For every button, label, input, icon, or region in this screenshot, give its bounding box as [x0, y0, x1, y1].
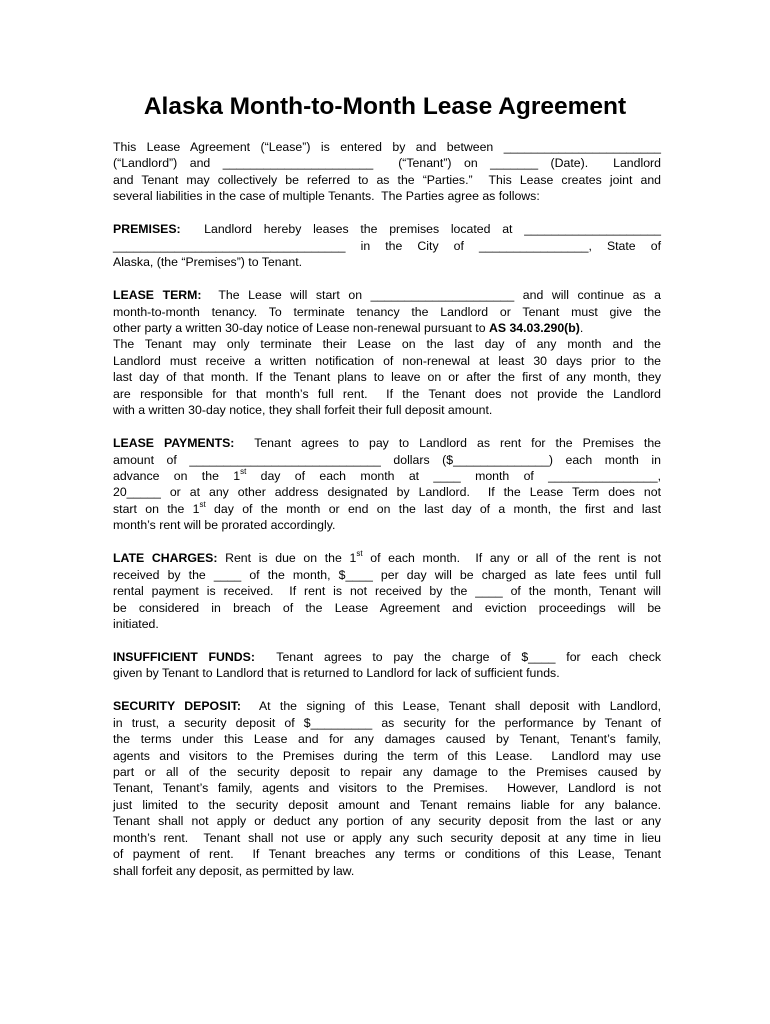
lease-term-line [113, 320, 661, 336]
security-deposit-line: Tenant, Tenant’s family, agents and visitors to the Premises. However, Landlord is not [113, 781, 661, 796]
intro-line: and Tenant may collectively be referred to as the “Parties.” This Lease creates joint and [113, 172, 661, 187]
document-title: Alaska Month-to-Month Lease Agreement [143, 93, 627, 120]
security-deposit-line: part or all of the security deposit to repair any damage to the Premises caused by [113, 765, 661, 779]
intro-line: several liabilities in the case of multiple Tenants. The Parties agree as follows: [113, 189, 540, 204]
security-deposit-heading: SECURITY DEPOSIT: [113, 699, 241, 714]
ordinal-suffix: st [199, 499, 206, 509]
premises-line [113, 221, 661, 237]
lease-term-line: The Tenant may only terminate their Lease on the last day of any month and the [113, 337, 661, 352]
lease-term-heading: LEASE TERM: [113, 288, 202, 303]
intro-line: This Lease Agreement (“Lease”) is entered by and between _______________________ [113, 140, 661, 154]
security-deposit-line: agents and visitors to the Premises during the term of this Lease. Landlord may use [113, 748, 661, 763]
premises-section [113, 221, 661, 270]
lease-payments-text: day of each month at ____ month of ________________, [246, 468, 662, 483]
lease-payments-line [113, 501, 661, 517]
insufficient-funds-line [113, 649, 661, 665]
late-charges-heading: LATE CHARGES: [113, 551, 218, 566]
ordinal-suffix: st [356, 549, 363, 559]
lease-term-line [113, 287, 661, 303]
security-deposit-line: of payment of rent. If Tenant breaches any terms or conditions of this Lease, Tenant [113, 847, 661, 862]
lease-payments-line: 20_____ or at any other address designated by Landlord. If the Lease Term does not [113, 485, 661, 500]
security-deposit-line: the terms under this Lease and for any damages caused by Tenant, Tenant’s family, [113, 732, 661, 747]
intro-paragraph [113, 139, 661, 205]
insufficient-funds-text: Tenant agrees to pay the charge of $____ for each check [254, 649, 661, 664]
lease-payments-text: start on the 1 [113, 501, 200, 516]
lease-payments-line [113, 468, 661, 484]
late-charges-text: of each month. If any or all of the rent is not [362, 551, 661, 566]
late-charges-text: Rent is due on the 1 [217, 551, 357, 566]
insufficient-funds-heading: INSUFFICIENT FUNDS: [113, 649, 255, 664]
intro-line: (“Landlord”) and ______________________ (“Tenant”) on _______ (Date). Landlord [113, 156, 661, 171]
insufficient-funds-line: given by Tenant to Landlord that is returned to Landlord for lack of sufficient funds. [113, 666, 560, 681]
lease-term-line: with a written 30-day notice, they shall forfeit their full deposit amount. [113, 403, 493, 418]
late-charges-section [113, 550, 661, 632]
insufficient-funds-section [113, 649, 661, 682]
late-charges-line: received by the ____ of the month, $____ per day will be charged as late fees until full [113, 567, 661, 582]
premises-line: __________________________________ in the City of ________________, State of [113, 238, 661, 253]
document-body [113, 139, 661, 896]
security-deposit-line: in trust, a security deposit of $_________ as security for the performance by Tenant of [113, 715, 661, 730]
lease-payments-heading: LEASE PAYMENTS: [113, 436, 235, 451]
lease-payments-text: advance on the 1 [113, 468, 241, 483]
lease-payments-line: amount of ____________________________ dollars ($______________) each month in [113, 452, 661, 467]
lease-payments-line [113, 435, 661, 451]
security-deposit-line: Tenant shall not apply or deduct any portion of any security deposit from the last or any [113, 814, 661, 829]
security-deposit-section [113, 698, 661, 879]
premises-heading: PREMISES: [113, 222, 181, 237]
late-charges-line: initiated. [113, 616, 159, 631]
lease-term-line: last day of that month. If the Tenant plans to leave on or after the first of any month, they [113, 370, 661, 385]
lease-term-line: month-to-month tenancy. To terminate tenancy the Landlord or Tenant must give the [113, 304, 661, 319]
lease-term-section [113, 287, 661, 419]
late-charges-line: rental payment is received. If rent is not received by the ____ of the month, Tenant will [113, 584, 661, 599]
premises-line: Alaska, (the “Premises”) to Tenant. [113, 255, 303, 270]
security-deposit-line: month’s rent. Tenant shall not use or apply any such security deposit at any time in lieu [113, 830, 661, 845]
security-deposit-line: shall forfeit any deposit, as permitted by law. [113, 863, 355, 878]
lease-payments-text: Tenant agrees to pay to Landlord as rent for the Premises the [234, 436, 661, 451]
security-deposit-line [113, 698, 661, 714]
ordinal-suffix: st [240, 466, 247, 476]
lease-term-text: . [579, 320, 584, 335]
late-charges-line: be considered in breach of the Lease Agreement and eviction proceedings will be [113, 600, 661, 615]
security-deposit-line: just limited to the security deposit amount and Tenant remains liable for any balance. [113, 797, 661, 812]
premises-text: Landlord hereby leases the premises located at ____________________ [180, 222, 661, 237]
lease-payments-text: day of the month or end on the last day of a month, the first and last [205, 501, 661, 516]
lease-term-line: Landlord must receive a written notification of non-renewal at least 30 days prior to the [113, 353, 661, 368]
security-deposit-text: At the signing of this Lease, Tenant shall deposit with Landlord, [241, 699, 661, 714]
lease-payments-section [113, 435, 661, 534]
lease-term-text: other party a written 30-day notice of Lease non-renewal pursuant to [113, 320, 489, 335]
statute-reference: AS 34.03.290(b) [488, 320, 580, 335]
lease-term-line: are responsible for that month’s full rent. If the Tenant does not provide the Landlord [113, 386, 661, 401]
lease-term-text: The Lease will start on _____________________ and will continue as a [201, 288, 661, 303]
lease-payments-line: month’s rent will be prorated accordingly. [113, 518, 336, 533]
late-charges-line [113, 550, 661, 566]
